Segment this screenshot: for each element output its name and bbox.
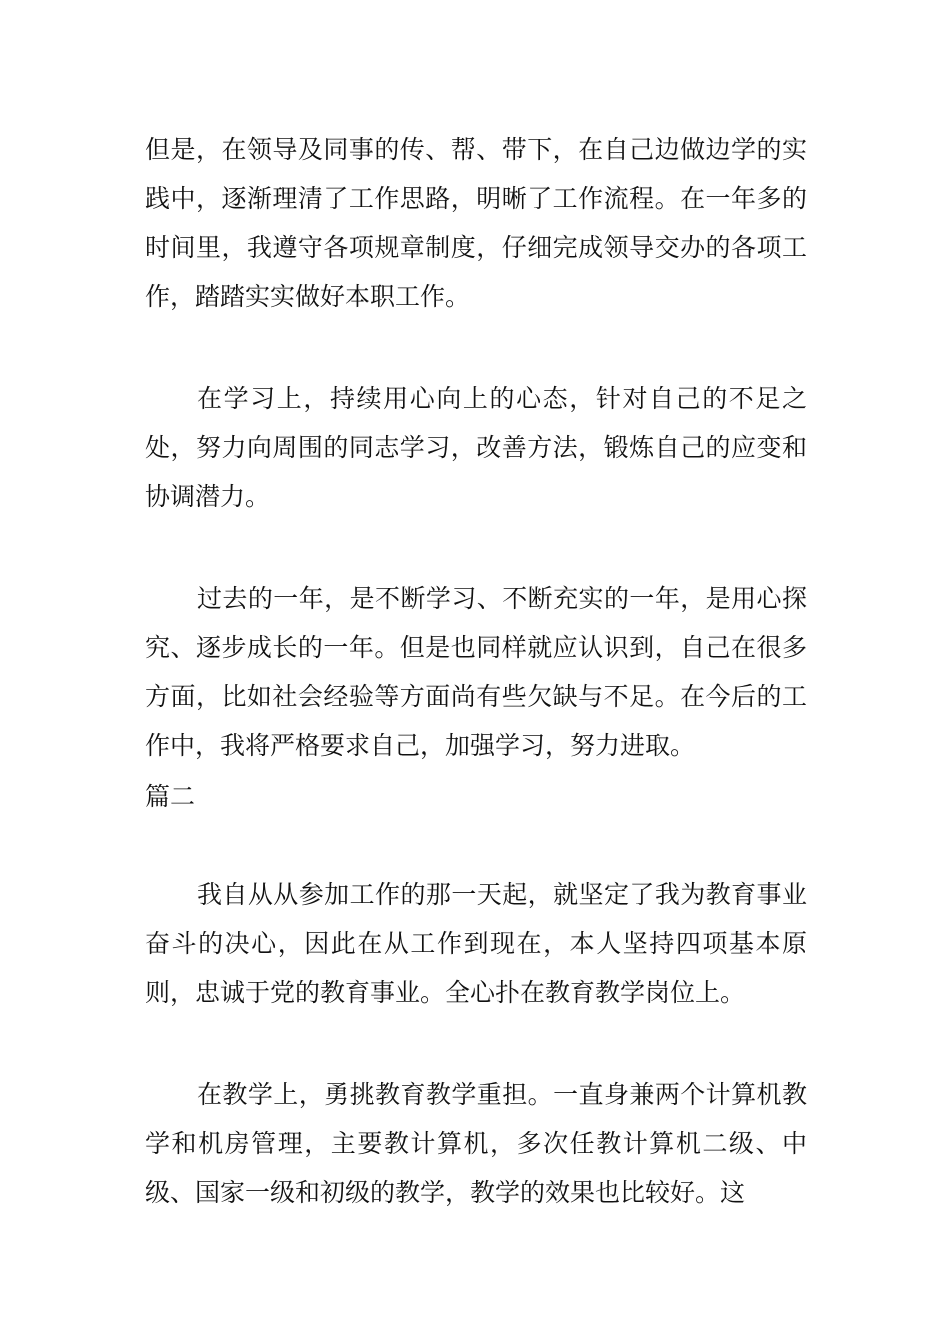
section-heading: 篇二 [145,782,196,811]
paragraph-3: 过去的一年，是不断学习、不断充实的一年，是用心探究、逐步成长的一年。但是也同样就应认识到，自己在很多方面，比如社会经验等方面尚有些欠缺与不足。在今后的工作中，我将严格要求自己，加强学习，努力进取。 [145,584,807,760]
paragraph-4: 我自从从参加工作的那一天起，就坚定了我为教育事业奋斗的决心，因此在从工作到现在，本人坚持四项基本原则，忠诚于党的教育事业。全心扑在教育教学岗位上。 [145,880,807,1007]
paragraph-2: 在学习上，持续用心向上的心态，针对自己的不足之处，努力向周围的同志学习，改善方法，锻炼自己的应变和协调潜力。 [145,384,807,511]
paragraph-1: 但是，在领导及同事的传、帮、带下，在自己边做边学的实践中，逐渐理清了工作思路，明晰了工作流程。在一年多的时间里，我遵守各项规章制度，仔细完成领导交办的各项工作，踏踏实实做好本职工作。 [145,135,807,311]
paragraph-5: 在教学上，勇挑教育教学重担。一直身兼两个计算机教学和机房管理，主要教计算机，多次任教计算机二级、中级、国家一级和初级的教学，教学的效果也比较好。这 [145,1080,807,1207]
